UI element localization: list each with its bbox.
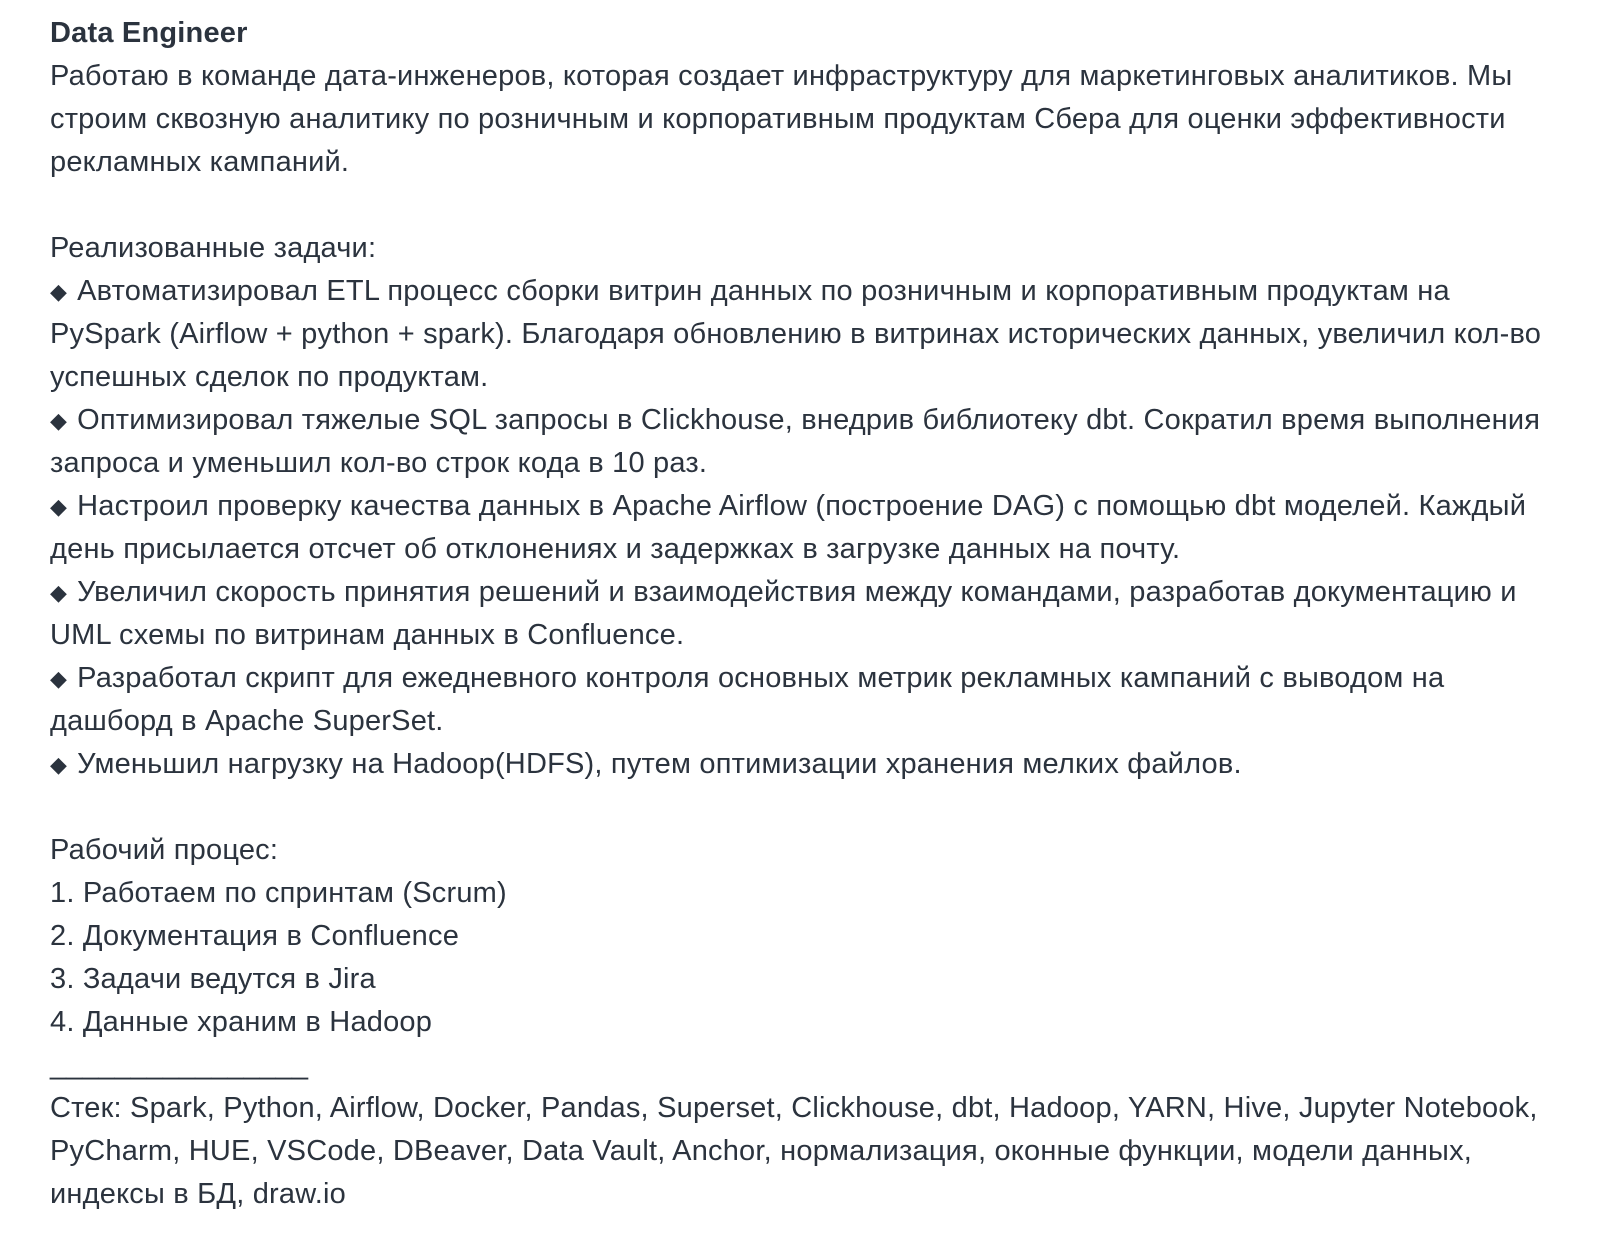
document-content: [50, 12, 1560, 1216]
blank-line: [50, 786, 1560, 829]
task-text: Автоматизировал ETL процесс сборки витрин данных по розничным и корпоративным продуктам на PySpark (Airflow + python + spark). Благодаря обновлению в витринах исторических данных, увеличил кол-во успешных сделок по продуктам.: [50, 275, 1542, 393]
underscore-divider: ________________: [50, 1049, 309, 1081]
process-item: 4. Данные храним в Hadoop: [50, 1006, 433, 1038]
task-text: Разработал скрипт для ежедневного контроля основных метрик рекламных кампаний с выводом на дашборд в Apache SuperSet.: [50, 662, 1445, 737]
job-title: Data Engineer: [50, 17, 248, 49]
blank-line: [50, 184, 1560, 227]
process-item: 2. Документация в Confluence: [50, 920, 460, 952]
task-item: [50, 270, 1560, 399]
task-item: [50, 571, 1560, 657]
task-item: [50, 743, 1560, 786]
task-item: [50, 657, 1560, 743]
process-item: 3. Задачи ведутся в Jira: [50, 963, 376, 995]
task-item: [50, 485, 1560, 571]
task-text: Настроил проверку качества данных в Apache Airflow (построение DAG) с помощью dbt моделей. Каждый день присылается отсчет об отклонениях и задержках в загрузке данных на почту.: [50, 490, 1527, 565]
process-heading: Рабочий процес:: [50, 834, 279, 866]
task-text: Оптимизировал тяжелые SQL запросы в Clickhouse, внедрив библиотеку dbt. Сократил время выполнения запроса и уменьшил кол-во строк кода в 10 раз.: [50, 404, 1541, 479]
task-item: [50, 399, 1560, 485]
process-item: 1. Работаем по спринтам (Scrum): [50, 877, 507, 909]
task-text: Уменьшил нагрузку на Hadoop(HDFS), путем оптимизации хранения мелких файлов.: [77, 748, 1242, 780]
diamond-bullet-icon: ◆: [50, 494, 68, 519]
diamond-bullet-icon: ◆: [50, 580, 68, 605]
stack-paragraph: Стек: Spark, Python, Airflow, Docker, Pandas, Superset, Clickhouse, dbt, Hadoop, YARN, Hive, Jupyter Notebook, PyCharm, HUE, VSCode, DBeaver, Data Vault, Anchor, нормализация, оконные функции, модели данных, индексы в БД, draw.io: [50, 1092, 1538, 1210]
diamond-bullet-icon: ◆: [50, 279, 68, 304]
diamond-bullet-icon: ◆: [50, 752, 68, 777]
diamond-bullet-icon: ◆: [50, 666, 68, 691]
tasks-heading: Реализованные задачи:: [50, 232, 377, 264]
diamond-bullet-icon: ◆: [50, 408, 68, 433]
intro-paragraph: Работаю в команде дата-инженеров, которая создает инфраструктуру для маркетинговых аналитиков. Мы строим сквозную аналитику по розничным и корпоративным продуктам Сбера для оценки эффективности рекламных кампаний.: [50, 60, 1513, 178]
task-text: Увеличил скорость принятия решений и взаимодействия между командами, разработав документацию и UML схемы по витринам данных в Confluence.: [50, 576, 1517, 651]
